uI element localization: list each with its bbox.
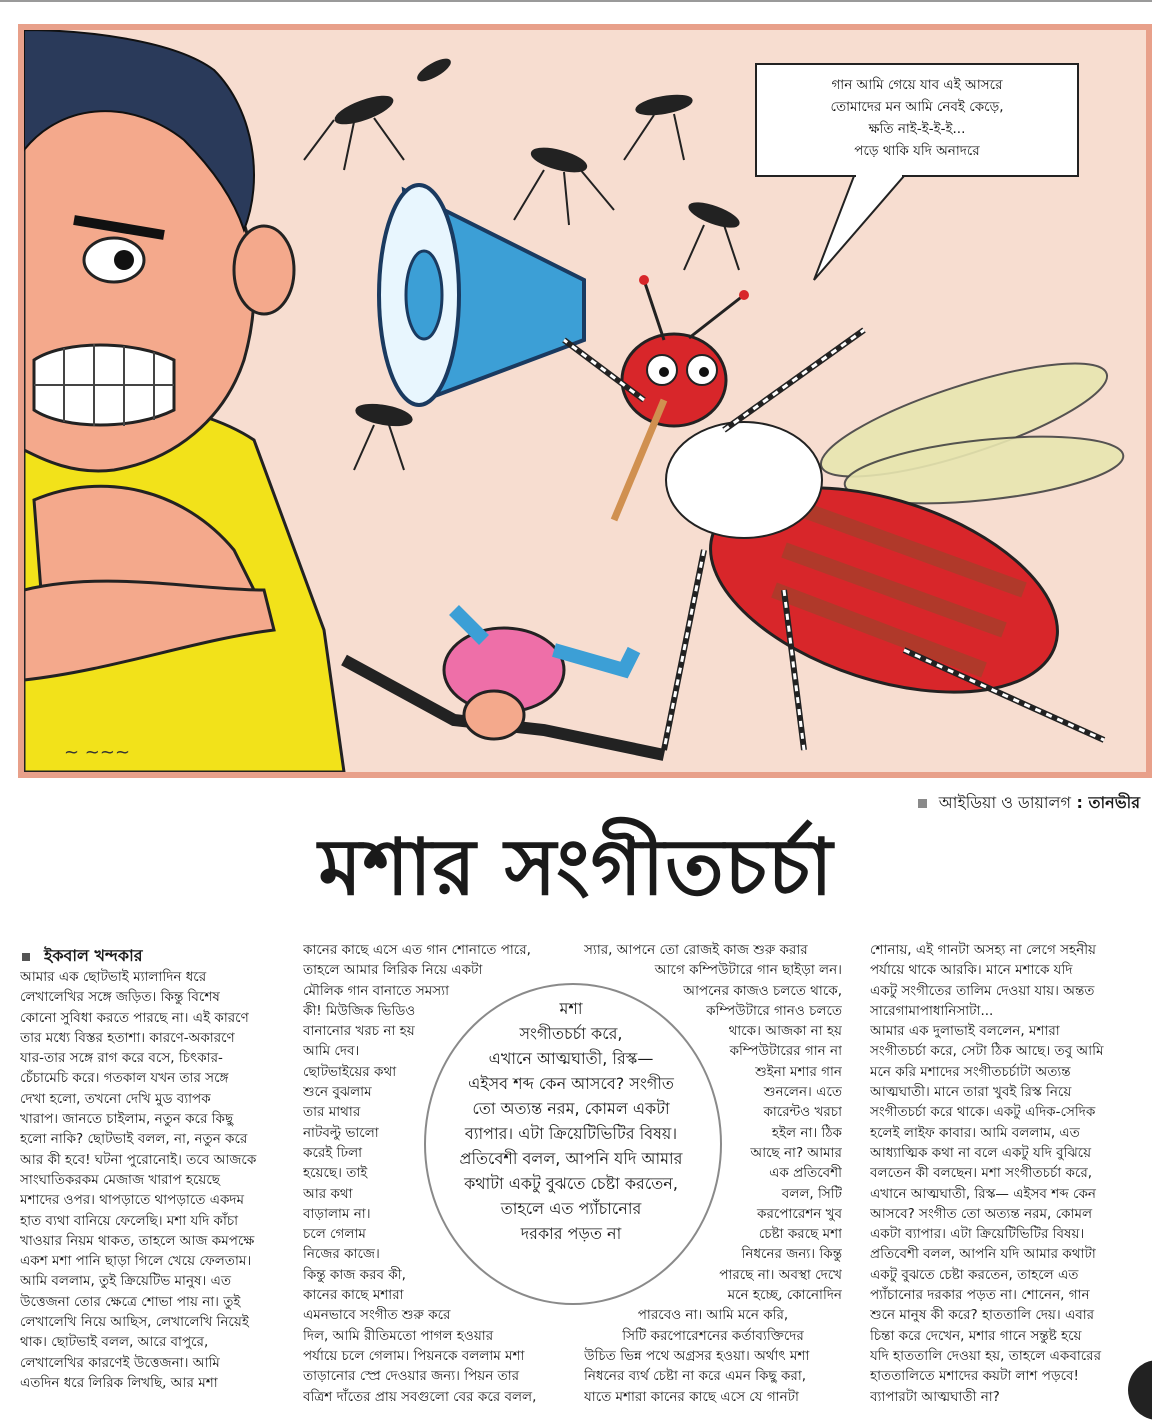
author-name: ইকবাল খন্দকার [44,946,143,965]
text-line: লেখালেখি নিয়ে আছিস, লেখালেখি নিয়েই [20,1314,249,1331]
credit-bullet-icon [918,799,927,808]
text-line: পারবেও না। আমি মনে করি, [637,1307,789,1324]
text-line: সংগীতচর্চা করে, সেটা ঠিক আছে। তবু আমি [870,1043,1104,1060]
text-line: কম্পিউটারে গানও চলতে [706,1002,842,1019]
text-line: নিজের কাজে। [303,1246,380,1263]
text-line: করপোরেশন খুব [757,1205,842,1222]
bubble-line: গান আমি গেয়ে যাব এই আসরে [831,77,1003,93]
text-line: কানের কাছে এসে এত গান শোনাতে পারে, [303,942,531,958]
text-line: যদি হাততালি দেওয়া হয়, তাহলে একবারের [870,1347,1102,1364]
text-line: ব্যাপারটা আত্মঘাতী না? [870,1388,1000,1405]
text-line: সংগীতচর্চা করে, [519,1024,623,1043]
text-line: মশাদের ওপর। থাপড়াতে থাপড়াতে একদম [20,1192,245,1209]
megaphone [379,185,584,405]
text-line: লেখালেখির কারণেই উত্তেজনা। আমি [20,1354,220,1371]
text-line: এইসব শব্দ কেন আসবে? সংগীত [468,1074,674,1093]
text-line: শুইনা মশার গান [755,1063,842,1080]
text-line: আর কথা [303,1185,353,1202]
text-line: আসবে? সংগীত তো অত্যন্ত নরম, কোমল [870,1205,1093,1222]
text-line: যাতে মশারা কানের কাছে এসে যে গানটা [584,1388,799,1405]
cartoon-illustration [18,24,1152,778]
svg-text:~ ~~~: ~ ~~~ [64,742,131,763]
text-line: দিল, আমি রীতিমতো পাগল হওয়ার [303,1327,494,1344]
text-line: শোনায়, এই গানটা অসহ্য না লেগে সহনীয় [870,942,1097,958]
text-line: তাড়ানোর স্প্রে দেওয়ার জন্য। পিয়ন তার [303,1368,520,1385]
text-line: নিধনের জন্য। কিন্তু [741,1246,842,1263]
text-line: আধ্যাত্মিক কথা না বলে একটু যদি বুঝিয়ে [870,1144,1092,1161]
text-line: একটু সংগীতের তালিম দেওয়া যায়। অন্তত [870,982,1095,999]
text-line: তাহলে আমার লিরিক নিয়ে একটা [303,962,483,979]
text-line: আমি বললাম, তুই ক্রিয়েটিভ মানুষ। এত [20,1273,231,1290]
text-line: হাততালিতে মশাদের কয়টা লাশ পড়বে! [870,1368,1079,1385]
text-line: এখানে আত্মঘাতী, রিস্ক— [488,1049,654,1068]
text-line: থাক। ছোটভাই বলল, আরে বাপুরে, [20,1334,209,1351]
bubble-line: তোমাদের মন আমি নেবই কেড়ে, [830,99,1004,115]
text-line: যার-তার সঙ্গে রাগ করে বসে, চিৎকার- [20,1050,223,1067]
text-line: একশ মশা পানি ছাড়া গিলে খেয়ে ফেলতাম। [20,1253,252,1270]
author-byline [22,943,143,970]
text-line: কোনো সুবিধা করতে পারছে না। এই কারণে [20,1009,249,1026]
text-line: খারাপ। জানতে চাইলাম, নতুন করে কিছু [20,1111,234,1128]
text-line: আগে কম্পিউটারে গান ছাইড়া লন। [654,962,842,979]
pull-quote [424,996,718,1246]
speech-bubble-text [772,74,1062,162]
bubble-line: পড়ে থাকি যদি অনাদরে [854,143,980,159]
text-line: হইল না। ঠিক [771,1124,842,1141]
text-line: উচিত ভিন্ন পথে অগ্রসর হওয়া। অর্থাৎ মশা [584,1347,810,1364]
text-line: বত্রিশ দাঁতের প্রায় সবগুলো বের করে বলল, [303,1388,537,1405]
text-line: উত্তেজনা তোর ক্ষেত্রে শোভা পায় না। তুই [20,1293,241,1310]
text-line: সাংঘাতিকরকম মেজাজ খারাপ হয়েছে [20,1171,220,1188]
fallen-man [344,610,664,755]
text-line: আর কী হবে! ঘটনা পুরোনোই। তবে আজকে [20,1151,257,1168]
text-line: শুনে বুঝলাম [303,1084,372,1101]
text-line: হয়েছে। তাই [303,1165,368,1182]
text-line: শুনে মানুষ কী করে? হাততালি দেয়। এবার [870,1307,1095,1324]
text-line: সারেগামাপাধানিসাটা... [870,1002,994,1019]
text-line: একটা ব্যাপার। এটা ক্রিয়েটিভিটির বিষয়। [870,1226,1085,1243]
text-line: আত্মঘাতী। মানে তারা খুবই রিস্ক নিয়ে [870,1084,1072,1101]
credit-name: তানভীর [1088,793,1140,812]
credit-separator: : [1070,793,1089,812]
text-line: মশা [559,999,583,1018]
text-line: মনে করি মশাদের সংগীতচর্চাটা অত্যন্ত [870,1063,1071,1080]
text-line: বানানোর খরচ না হয় [303,1023,415,1040]
text-line: কথাটা একটু বুঝতে চেষ্টা করতেন, [464,1174,678,1193]
byline-bullet-icon [22,953,30,961]
text-line: প্যাঁচানোর দরকার পড়ত না। শোনেন, গান [870,1287,1090,1304]
text-line: পর্যায়ে থাকে আরকি। মানে মশাকে যদি [870,962,1073,979]
text-line: প্রতিবেশী বলল, আপনি যদি আমার [459,1149,683,1168]
text-line: থাকে। আজকা না হয় [728,1023,842,1040]
text-line: কানের কাছে মশারা [303,1287,404,1304]
text-line: মনে হচ্ছে, কোনোদিন [727,1287,842,1304]
text-line: চেঁচামেচি করে। গতকাল যখন তার সঙ্গে [20,1070,229,1087]
text-line: খাওয়ার নিয়ম থাকত, তাহলে আজ কমপক্ষে [20,1232,255,1249]
credit-label: আইডিয়া ও ডায়ালগ [938,793,1071,812]
text-line: হাত ব্যথা বানিয়ে ফেলেছি। মশা যদি কাঁচা [20,1212,239,1229]
text-line: আছে না? আমার [750,1144,842,1161]
text-line: এমনভাবে সংগীত শুরু করে [303,1307,451,1324]
text-line: তার মধ্যে বিস্তর হতাশা। কারণে-অকারণে [20,1029,235,1046]
big-mosquito [564,275,1126,750]
text-line: আমি দেব। [303,1043,360,1060]
text-line: ছোটভাইয়ের কথা [303,1063,397,1080]
text-line: স্যার, আপনে তো রোজই কাজ শুরু করার [584,942,808,958]
text-line: আমার এক দুলাভাই বললেন, মশারা [870,1023,1060,1040]
text-line: কম্পিউটারের গান না [729,1043,842,1060]
article-headline: মশার সংগীতচর্চা [318,822,834,913]
text-line: মৌলিক গান বানাতে সমস্যা [303,982,450,999]
text-line: বলল, সিটি [781,1185,842,1202]
text-line: কিন্তু কাজ করব কী, [303,1266,406,1283]
text-line: এক প্রতিবেশী [769,1165,842,1182]
top-rule [0,0,1152,2]
text-line: পর্যায়ে চলে গেলাম। পিয়নকে বললাম মশা [303,1347,525,1364]
text-line: নিধনের ব্যর্থ চেষ্টা না করে এমন কিছু করা, [584,1368,807,1385]
text-line: এখানে আত্মঘাতী, রিস্ক— এইসব শব্দ কেন [870,1185,1096,1202]
text-line: চিন্তা করে দেখেন, মশার গানে সন্তুষ্ট হয়ে [870,1327,1082,1344]
text-line: দরকার পড়ত না [520,1224,622,1243]
text-line: বলতেন কী বলছেন। মশা সংগীতচর্চা করে, [870,1165,1093,1182]
text-line: প্রতিবেশী বলল, আপনি যদি আমার কথাটা [870,1246,1096,1263]
angry-man [24,30,344,772]
text-line: ব্যাপার। এটা ক্রিয়েটিভিটির বিষয়। [464,1124,678,1143]
text-line: হলেই লাইফ কাবার। আমি বললাম, এত [870,1124,1080,1141]
text-line: এতদিন ধরে লিরিক লিখছি, আর মশা [20,1374,218,1391]
text-line: আপনের কাজও চলতে থাকে, [683,982,842,999]
text-line: আমার এক ছোটভাই ম্যালাদিন ধরে [20,969,207,985]
text-line: কী! মিউজিক ভিডিও [303,1002,416,1019]
article-column-4 [870,940,1152,1407]
text-line: লেখালেখির সঙ্গে জড়িত। কিন্তু বিশেষ [20,989,220,1006]
text-line: পারছে না। অবস্থা দেখে [719,1266,842,1283]
text-line: একটু বুঝতে চেষ্টা করতেন, তাহলে এত [870,1266,1079,1283]
idea-credit [918,790,1140,817]
text-line: শুনলেন। এতে [763,1084,842,1101]
text-line: কারেন্টও খরচা [763,1104,842,1121]
text-line: সংগীতচর্চা করে থাকে। একটু এদিক-সেদিক [870,1104,1096,1121]
text-line: চেষ্টা করছে মশা [758,1226,842,1243]
text-line: বাড়ালাম না। [303,1205,371,1222]
text-line: চলে গেলাম [303,1226,366,1243]
text-line: সিটি করপোরেশনের কর্তাব্যক্তিদের [622,1327,804,1344]
article-column-1 [20,967,288,1393]
text-line: তাহলে এত প্যাঁচানোর [500,1199,642,1218]
bubble-line: ক্ষতি নাই-ই-ই-ই... [868,121,966,137]
text-line: দেখা হলো, তখনো দেখি মুড ব্যাপক [20,1090,211,1107]
text-line: তার মাথার [303,1104,361,1121]
text-line: হলো নাকি? ছোটভাই বলল, না, নতুন করে [20,1131,248,1148]
text-line: করেই ঢিলা [303,1144,363,1161]
text-line: নাটবল্টু ভালো [303,1124,379,1141]
text-line: তো অত্যন্ত নরম, কোমল একটা [472,1099,670,1118]
